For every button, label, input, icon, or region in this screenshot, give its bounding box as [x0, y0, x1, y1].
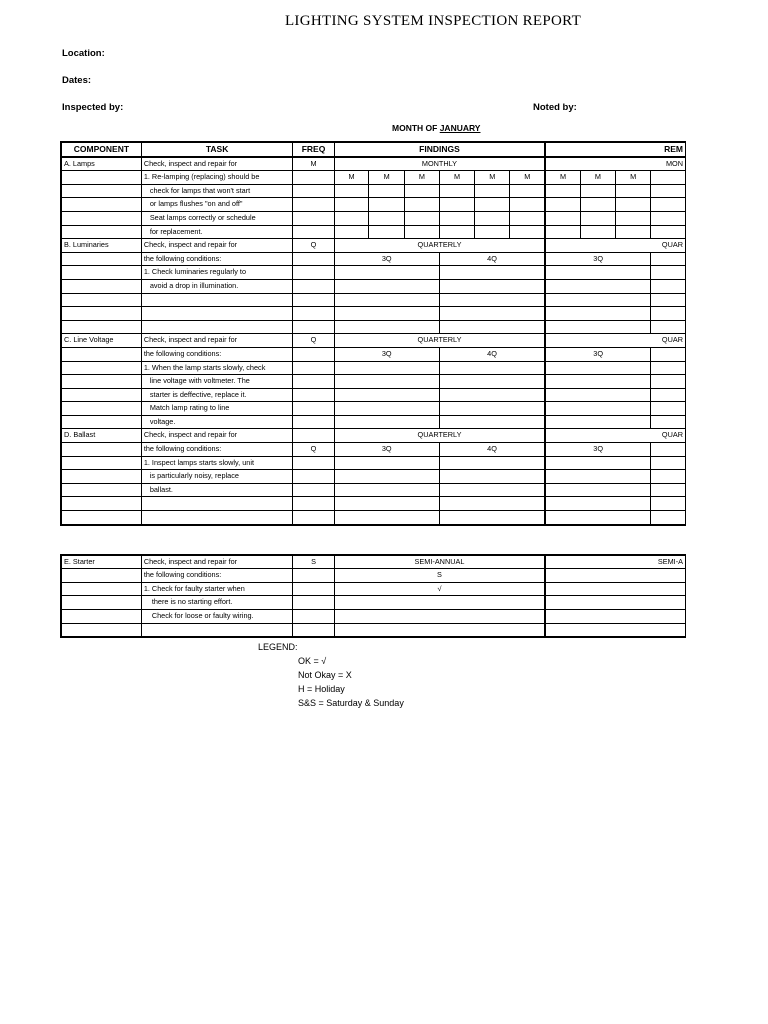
task-cell: line voltage with voltmeter. The	[141, 375, 293, 389]
task-cell: voltage.	[141, 415, 293, 429]
findings-band: QUARTERLY	[334, 334, 545, 348]
table-header-row	[61, 142, 686, 157]
component-ballast: D. Ballast	[61, 429, 141, 443]
task-cell: Check, inspect and repair for	[141, 429, 293, 443]
month-prefix: MONTH OF	[392, 123, 438, 133]
table-row	[61, 252, 686, 266]
month-cell: M	[439, 171, 475, 185]
quarter-cell: 3Q	[334, 443, 439, 457]
freq-cell: S	[293, 555, 334, 569]
inspected-by-label: Inspected by:	[62, 102, 124, 113]
quarter-cell: 4Q	[439, 443, 545, 457]
task-cell: 1. Inspect lamps starts slowly, unit	[141, 456, 293, 470]
remarks-band: QUAR	[545, 334, 685, 348]
table-row	[61, 470, 686, 484]
month-cell: M	[510, 171, 546, 185]
table-row	[61, 483, 686, 497]
table-row	[61, 347, 686, 361]
month-cell: M	[334, 171, 369, 185]
month-line	[392, 123, 480, 133]
table-row	[61, 375, 686, 389]
task-cell: check for lamps that won't start	[141, 184, 293, 198]
quarter-cell: 3Q	[545, 252, 650, 266]
task-cell: Check, inspect and repair for	[141, 555, 293, 569]
table-row	[61, 610, 686, 624]
task-cell: ballast.	[141, 483, 293, 497]
task-cell: the following conditions:	[141, 569, 293, 583]
month-cell: M	[405, 171, 440, 185]
quarter-cell: 3Q	[334, 252, 439, 266]
component-line-voltage: C. Line Voltage	[61, 334, 141, 348]
quarter-cell: 3Q	[545, 347, 650, 361]
findings-header: FINDINGS	[334, 142, 545, 157]
component-starter: E. Starter	[61, 555, 141, 569]
table-row	[61, 415, 686, 429]
task-header: TASK	[141, 142, 293, 157]
table-row	[61, 279, 686, 293]
findings-band: QUARTERLY	[334, 429, 545, 443]
legend-item: H = Holiday	[298, 684, 345, 694]
task-cell: or lamps flushes "on and off"	[141, 198, 293, 212]
table-row	[61, 266, 686, 280]
remarks-band: SEMI-A	[545, 555, 685, 569]
task-cell: Check, inspect and repair for	[141, 157, 293, 171]
table-row	[61, 171, 686, 185]
task-cell: 1. When the lamp starts slowly, check	[141, 361, 293, 375]
table-row	[61, 198, 686, 212]
component-lamps: A. Lamps	[61, 157, 141, 171]
table-row	[61, 157, 686, 171]
spacer-row	[61, 525, 686, 555]
freq-header: FREQ	[293, 142, 334, 157]
month-cell: M	[475, 171, 510, 185]
findings-band: MONTHLY	[334, 157, 545, 171]
table-row	[61, 429, 686, 443]
freq-cell: M	[293, 157, 334, 171]
dates-label: Dates:	[62, 75, 92, 86]
table-row	[61, 307, 686, 321]
freq-cell: Q	[293, 239, 334, 253]
table-row	[61, 456, 686, 470]
table-row	[61, 555, 686, 569]
report-title: LIGHTING SYSTEM INSPECTION REPORT	[284, 13, 582, 29]
component-luminaries: B. Luminaries	[61, 239, 141, 253]
findings-band: QUARTERLY	[334, 239, 545, 253]
table-row	[61, 497, 686, 511]
check-mark: √	[334, 582, 545, 596]
task-cell: avoid a drop in illumination.	[141, 279, 293, 293]
remarks-band: QUAR	[545, 239, 685, 253]
table-row	[61, 320, 686, 334]
quarter-cell: 3Q	[334, 347, 439, 361]
remarks-header: REM	[545, 142, 685, 157]
month-value: JANUARY	[439, 123, 481, 133]
table-row	[61, 225, 686, 239]
task-cell: for replacement.	[141, 225, 293, 239]
task-cell: starter is deffective, replace it.	[141, 388, 293, 402]
task-cell: Seat lamps correctly or schedule	[141, 211, 293, 225]
task-cell: 1. Re-lamping (replacing) should be	[141, 171, 293, 185]
table-row	[61, 582, 686, 596]
table-row	[61, 511, 686, 525]
inspection-sheet	[60, 141, 686, 638]
task-cell: Check for loose or faulty wiring.	[141, 610, 293, 624]
task-cell: there is no starting effort.	[141, 596, 293, 610]
task-cell: is particularly noisy, replace	[141, 470, 293, 484]
task-cell: 1. Check luminaries regularly to	[141, 266, 293, 280]
table-row	[61, 443, 686, 457]
task-cell: the following conditions:	[141, 347, 293, 361]
month-cell: M	[616, 171, 651, 185]
table-row	[61, 623, 686, 637]
table-row	[61, 596, 686, 610]
table-row	[61, 239, 686, 253]
quarter-cell: 4Q	[439, 347, 545, 361]
legend-item: OK = √	[298, 656, 327, 666]
table-row	[61, 402, 686, 416]
task-cell: 1. Check for faulty starter when	[141, 582, 293, 596]
task-cell: Check, inspect and repair for	[141, 334, 293, 348]
remarks-band: QUAR	[545, 429, 685, 443]
task-cell: Match lamp rating to line	[141, 402, 293, 416]
legend-item: S&S = Saturday & Sunday	[298, 698, 404, 708]
component-header: COMPONENT	[61, 142, 141, 157]
legend-item: Not Okay = X	[298, 670, 352, 680]
table-row	[61, 293, 686, 307]
month-cell: M	[545, 171, 580, 185]
semiannual-cell: S	[334, 569, 545, 583]
table-row	[61, 334, 686, 348]
findings-band: SEMI-ANNUAL	[334, 555, 545, 569]
table-row	[61, 388, 686, 402]
month-cell: M	[580, 171, 616, 185]
table-row	[61, 361, 686, 375]
quarter-cell: 4Q	[439, 252, 545, 266]
location-label: Location:	[62, 48, 105, 59]
freq-cell: Q	[293, 334, 334, 348]
noted-by-label: Noted by:	[533, 102, 577, 113]
table-row	[61, 184, 686, 198]
task-cell: the following conditions:	[141, 443, 293, 457]
month-cell: M	[369, 171, 405, 185]
remarks-band: MON	[545, 157, 685, 171]
task-cell: Check, inspect and repair for	[141, 239, 293, 253]
task-cell: the following conditions:	[141, 252, 293, 266]
legend-label: LEGEND:	[258, 642, 298, 652]
freq-cell: Q	[293, 443, 334, 457]
quarter-cell: 3Q	[545, 443, 650, 457]
inspection-table	[60, 141, 686, 638]
table-row	[61, 569, 686, 583]
table-row	[61, 211, 686, 225]
